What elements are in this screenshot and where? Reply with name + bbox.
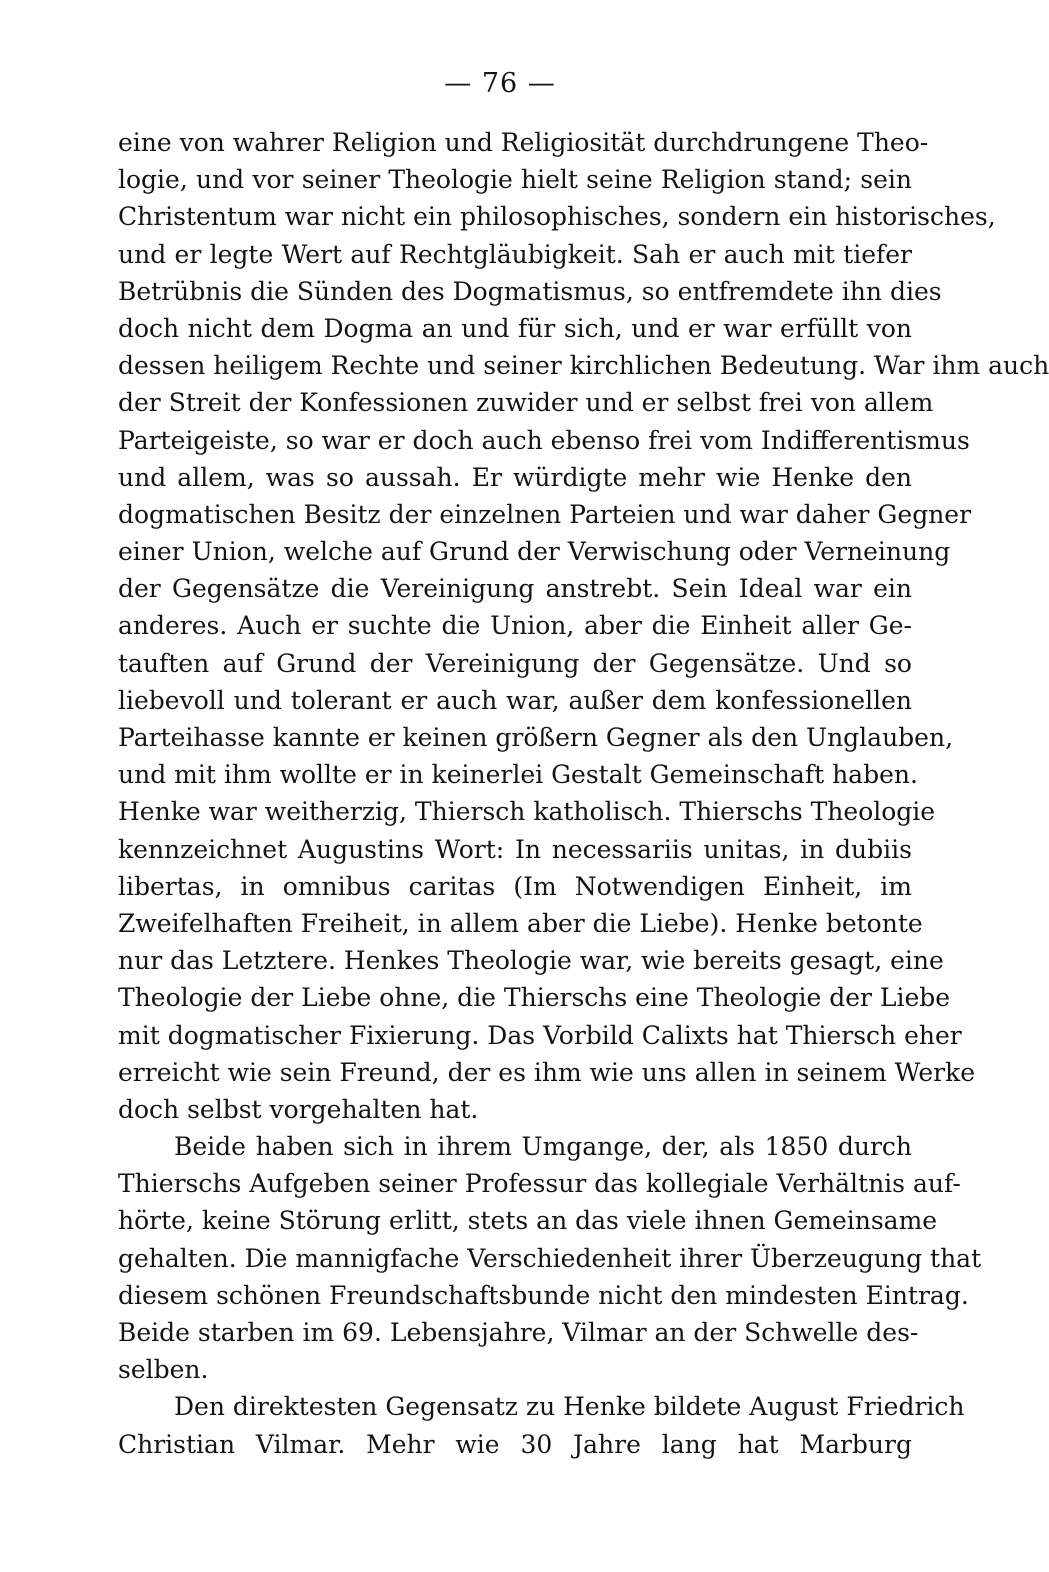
text-line: der Streit der Konfessionen zuwider und er selbst frei von allem	[118, 388, 934, 418]
text-line: anderes. Auch er suchte die Union, aber die Einheit aller Ge-	[118, 611, 912, 641]
paragraph-3	[118, 1388, 965, 1462]
text-line: nur das Letztere. Henkes Theologie war, wie bereits gesagt, eine	[118, 946, 944, 976]
text-line: dogmatischen Besitz der einzelnen Parteien und war daher Gegner	[118, 499, 972, 529]
text-line: selben.	[118, 1355, 209, 1385]
text-line: und allem, was so aussah. Er würdigte mehr wie Henke den	[118, 462, 912, 492]
body-text	[118, 124, 1049, 1463]
text-line: Parteigeiste, so war er doch auch ebenso frei vom Indifferentismus	[118, 425, 970, 455]
text-line: libertas, in omnibus caritas (Im Notwendigen Einheit, im	[118, 871, 912, 901]
text-line: gehalten. Die mannigfache Verschiedenheit ihrer Überzeugung that	[118, 1243, 982, 1273]
text-line: hörte, keine Störung erlitt, stets an das viele ihnen Gemeinsame	[118, 1206, 938, 1236]
text-line: doch nicht dem Dogma an und für sich, und er war erfüllt von	[118, 313, 912, 343]
text-line: eine von wahrer Religion und Religiosität durchdrungene Theo-	[118, 128, 929, 157]
text-line: logie, und vor seiner Theologie hielt seine Religion stand; sein	[118, 165, 912, 195]
text-line: diesem schönen Freundschaftsbunde nicht den mindesten Eintrag.	[118, 1280, 969, 1310]
text-line: einer Union, welche auf Grund der Verwischung oder Verneinung	[118, 537, 951, 567]
text-line: Den direktesten Gegensatz zu Henke bildete August Friedrich	[174, 1392, 965, 1422]
page-number: — 76 —	[444, 68, 556, 99]
text-line: der Gegensätze die Vereinigung anstrebt. Sein Ideal war ein	[118, 574, 912, 604]
text-line: Zweifelhaften Freiheit, in allem aber die Liebe). Henke betonte	[118, 908, 923, 938]
text-line: und er legte Wert auf Rechtgläubigkeit. Sah er auch mit tiefer	[118, 239, 912, 269]
paragraph-1	[118, 124, 1049, 1128]
text-line: Beide haben sich in ihrem Umgange, der, als 1850 durch	[174, 1132, 912, 1162]
text-line: Thierschs Aufgeben seiner Professur das kollegiale Verhältnis auf-	[118, 1169, 961, 1199]
text-line: Parteihasse kannte er keinen größern Gegner als den Unglauben,	[118, 723, 954, 752]
text-line: Theologie der Liebe ohne, die Thierschs eine Theologie der Liebe	[118, 983, 951, 1013]
text-line: erreicht wie sein Freund, der es ihm wie uns allen in seinem Werke	[118, 1057, 976, 1087]
text-line: und mit ihm wollte er in keinerlei Gestalt Gemeinschaft haben.	[118, 760, 918, 790]
text-line: dessen heiligem Rechte und seiner kirchlichen Bedeutung. War ihm auch	[118, 351, 1049, 381]
text-line: Beide starben im 69. Lebensjahre, Vilmar an der Schwelle des-	[118, 1318, 919, 1347]
text-line: Christentum war nicht ein philosophisches, sondern ein historisches,	[118, 202, 996, 232]
text-line: kennzeichnet Augustins Wort: In necessariis unitas, in dubiis	[118, 834, 912, 864]
text-line: mit dogmatischer Fixierung. Das Vorbild Calixts hat Thiersch eher	[118, 1020, 962, 1050]
text-line: liebevoll und tolerant er auch war, außer dem konfessionellen	[118, 685, 912, 715]
paragraph-2	[118, 1128, 982, 1388]
text-line: Christian Vilmar. Mehr wie 30 Jahre lang hat Marburg	[118, 1429, 912, 1459]
text-line: Henke war weitherzig, Thiersch katholisch. Thierschs Theologie	[118, 797, 936, 827]
text-line: doch selbst vorgehalten hat.	[118, 1094, 479, 1124]
text-line: tauften auf Grund der Vereinigung der Gegensätze. Und so	[118, 648, 912, 678]
text-line: Betrübnis die Sünden des Dogmatismus, so entfremdete ihn dies	[118, 276, 942, 306]
